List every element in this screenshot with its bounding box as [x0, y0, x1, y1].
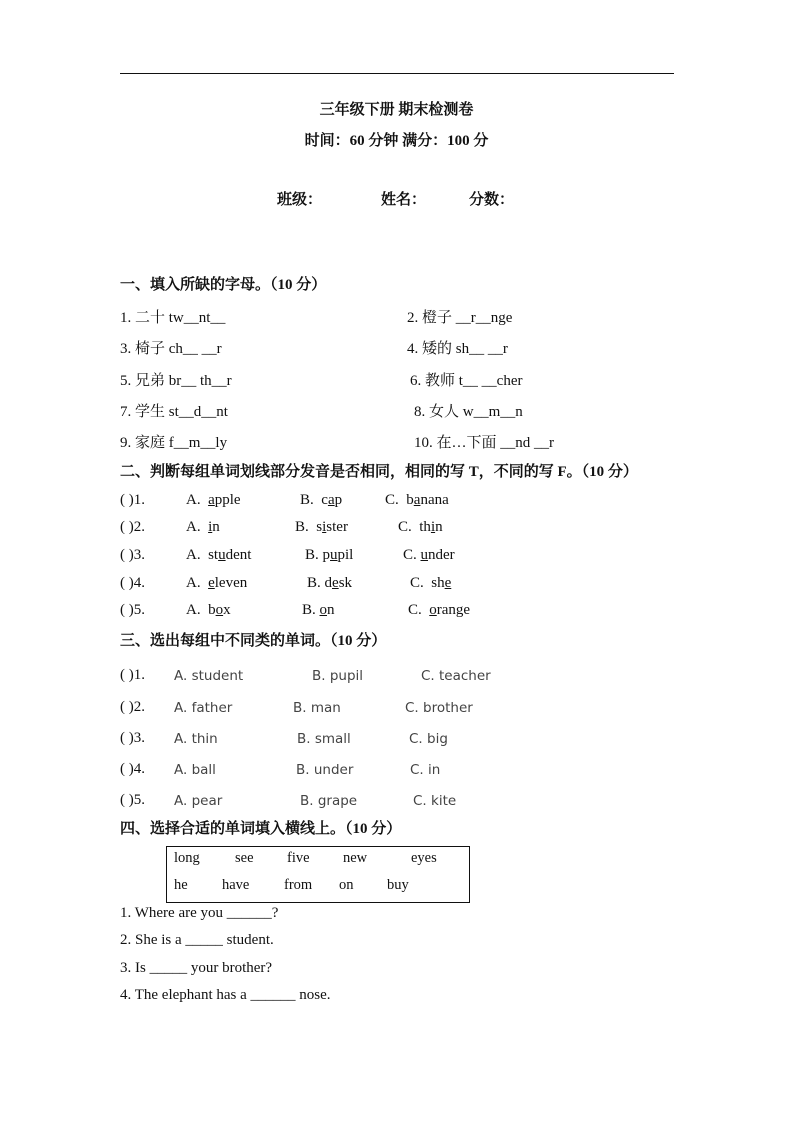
option-a: A. pear — [174, 793, 223, 809]
word-bank-item: new — [343, 850, 368, 866]
word-bank-item: have — [222, 877, 250, 893]
question-number: ( )3. — [120, 547, 145, 563]
option-a: A. in — [186, 519, 220, 535]
option-c: C. under — [403, 547, 455, 563]
question-number: ( )4. — [120, 761, 145, 777]
question-number: ( )4. — [120, 575, 145, 591]
option-c: C. kite — [413, 793, 457, 809]
option-c: C. big — [409, 731, 448, 747]
option-a: A. thin — [174, 731, 218, 747]
question-number: ( )2. — [120, 519, 145, 535]
option-a: A. father — [174, 700, 233, 716]
option-b: B. desk — [307, 575, 353, 591]
option-b: B. sister — [295, 519, 348, 535]
option-b: B. small — [297, 731, 351, 747]
fill-sentence: 2. She is a _____ student. — [120, 932, 274, 948]
page-title: 三年级下册 期末检测卷 — [319, 102, 474, 118]
option-c: C. she — [410, 575, 452, 591]
option-b: B. on — [302, 602, 335, 618]
question-number: ( )5. — [120, 792, 145, 808]
option-a: A. apple — [186, 492, 241, 508]
option-b: B. under — [296, 762, 354, 778]
word-bank-item: on — [339, 877, 354, 893]
word-bank-box — [166, 846, 470, 903]
class-label: 班级： — [277, 192, 323, 208]
option-a: A. eleven — [186, 575, 248, 591]
option-b: B. man — [293, 700, 341, 716]
option-a: A. student — [174, 668, 244, 684]
fill-sentence: 1. Where are you ______? — [120, 905, 279, 921]
section4-heading: 四、选择合适的单词填入横线上。（10 分） — [120, 821, 402, 837]
option-c: C. orange — [408, 602, 471, 618]
word-bank-item: from — [284, 877, 313, 893]
section1-item: 8. 女人 w__m__n — [414, 404, 523, 420]
option-b: B. cap — [300, 492, 343, 508]
section2-heading: 二、判断每组单词划线部分发音是否相同，相同的写 T，不同的写 F。（10 分） — [120, 464, 638, 480]
question-number: ( )1. — [120, 667, 145, 683]
question-number: ( )5. — [120, 602, 145, 618]
word-bank-item: he — [174, 877, 188, 893]
word-bank-item: five — [287, 850, 310, 866]
word-bank-item: see — [235, 850, 254, 866]
section1-item: 4. 矮的 sh__ __r — [407, 341, 508, 357]
section1-item: 9. 家庭 f__m__ly — [120, 435, 228, 451]
section1-heading: 一、填入所缺的字母。（10 分） — [120, 277, 327, 293]
option-c: C. thin — [398, 519, 443, 535]
page-subtitle: 时间：60 分钟 满分：100 分 — [304, 133, 489, 149]
fill-sentence: 4. The elephant has a ______ nose. — [120, 987, 331, 1003]
section1-item: 1. 二十 tw__nt__ — [120, 310, 226, 326]
question-number: ( )1. — [120, 492, 145, 508]
fill-sentence: 3. Is _____ your brother? — [120, 960, 273, 976]
section1-item: 7. 学生 st__d__nt — [120, 404, 228, 420]
option-a: A. ball — [174, 762, 216, 778]
section1-item: 2. 橙子 __r__nge — [407, 310, 513, 326]
word-bank-item: buy — [387, 877, 409, 893]
option-c: C. teacher — [421, 668, 491, 684]
option-b: B. pupil — [312, 668, 364, 684]
question-number: ( )3. — [120, 730, 145, 746]
section1-item: 3. 椅子 ch__ __r — [120, 341, 222, 357]
section3-heading: 三、选出每组中不同类的单词。（10 分） — [120, 633, 387, 649]
word-bank-item: eyes — [411, 850, 437, 866]
option-b: B. pupil — [305, 547, 354, 563]
section1-item: 10. 在…下面 __nd __r — [414, 435, 554, 451]
name-label: 姓名： — [381, 192, 427, 208]
score-label: 分数： — [469, 192, 515, 208]
option-c: C. banana — [385, 492, 449, 508]
section1-item: 6. 教师 t__ __cher — [410, 373, 523, 389]
header-rule — [120, 73, 674, 74]
option-a: A. box — [186, 602, 231, 618]
word-bank-item: long — [174, 850, 200, 866]
section1-item: 5. 兄弟 br__ th__r — [120, 373, 232, 389]
option-b: B. grape — [300, 793, 358, 809]
question-number: ( )2. — [120, 699, 145, 715]
option-a: A. student — [186, 547, 252, 563]
option-c: C. brother — [405, 700, 473, 716]
option-c: C. in — [410, 762, 441, 778]
